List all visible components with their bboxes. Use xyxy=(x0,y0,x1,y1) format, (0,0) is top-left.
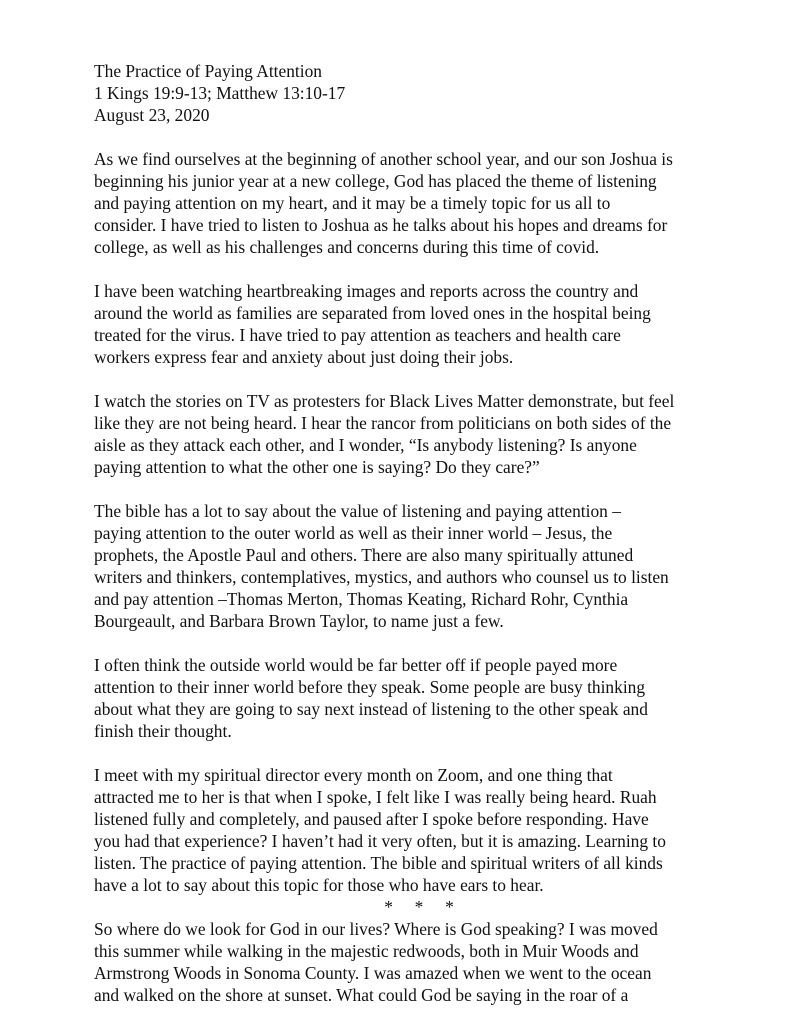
sermon-date: August 23, 2020 xyxy=(94,105,210,125)
text-line: and walked on the shore at sunset. What could God be saying in the roar of a xyxy=(94,985,629,1005)
text-line: you had that experience? I haven’t had it very often, but it is amazing. Learning to xyxy=(94,831,666,851)
text-line: I have been watching heartbreaking images and reports across the country and xyxy=(94,281,639,301)
text-line: Armstrong Woods in Sonoma County. I was amazed when we went to the ocean xyxy=(94,963,652,983)
sermon-body xyxy=(94,148,714,1006)
paragraph xyxy=(94,764,714,896)
paragraph xyxy=(94,500,714,632)
text-line: beginning his junior year at a new college, God has placed the theme of listening xyxy=(94,171,657,191)
paragraph xyxy=(94,918,714,1006)
text-line: college, as well as his challenges and concerns during this time of covid. xyxy=(94,237,600,257)
text-line: I watch the stories on TV as protesters for Black Lives Matter demonstrate, but feel xyxy=(94,391,675,411)
text-line: Bourgeault, and Barbara Brown Taylor, to name just a few. xyxy=(94,611,504,631)
text-line: around the world as families are separated from loved ones in the hospital being xyxy=(94,303,651,323)
sermon-header xyxy=(94,60,734,126)
section-separator: * * * xyxy=(384,897,454,917)
text-line: So where do we look for God in our lives? Where is God speaking? I was moved xyxy=(94,919,658,939)
paragraph xyxy=(94,148,714,258)
text-line: workers express fear and anxiety about just doing their jobs. xyxy=(94,347,514,367)
sermon-title: The Practice of Paying Attention xyxy=(94,61,322,81)
text-line: attention to their inner world before they speak. Some people are busy thinking xyxy=(94,677,646,697)
text-line: treated for the virus. I have tried to pay attention as teachers and health care xyxy=(94,325,621,345)
text-line: this summer while walking in the majestic redwoods, both in Muir Woods and xyxy=(94,941,639,961)
text-line: aisle as they attack each other, and I wonder, “Is anybody listening? Is anyone xyxy=(94,435,637,455)
text-line: I often think the outside world would be far better off if people payed more xyxy=(94,655,618,675)
paragraph xyxy=(94,390,714,478)
text-line: attracted me to her is that when I spoke, I felt like I was really being heard. Ruah xyxy=(94,787,657,807)
text-line: writers and thinkers, contemplatives, mystics, and authors who counsel us to listen xyxy=(94,567,669,587)
text-line: about what they are going to say next instead of listening to the other speak and xyxy=(94,699,648,719)
scripture-reference: 1 Kings 19:9-13; Matthew 13:10-17 xyxy=(94,83,346,103)
paragraph xyxy=(94,654,714,742)
text-line: and paying attention on my heart, and it may be a timely topic for us all to xyxy=(94,193,611,213)
text-line: The bible has a lot to say about the value of listening and paying attention – xyxy=(94,501,621,521)
text-line: consider. I have tried to listen to Joshua as he talks about his hopes and dreams for xyxy=(94,215,668,235)
text-line: like they are not being heard. I hear the rancor from politicians on both sides of the xyxy=(94,413,672,433)
text-line: paying attention to the outer world as well as their inner world – Jesus, the xyxy=(94,523,613,543)
text-line: and pay attention –Thomas Merton, Thomas Keating, Richard Rohr, Cynthia xyxy=(94,589,629,609)
text-line: As we find ourselves at the beginning of another school year, and our son Joshua is xyxy=(94,149,673,169)
text-line: I meet with my spiritual director every month on Zoom, and one thing that xyxy=(94,765,613,785)
text-line: prophets, the Apostle Paul and others. There are also many spiritually attuned xyxy=(94,545,634,565)
text-line: listened fully and completely, and paused after I spoke before responding. Have xyxy=(94,809,649,829)
text-line: paying attention to what the other one is saying? Do they care?” xyxy=(94,457,540,477)
text-line: finish their thought. xyxy=(94,721,232,741)
text-line: have a lot to say about this topic for those who have ears to hear. xyxy=(94,875,544,895)
text-line: listen. The practice of paying attention. The bible and spiritual writers of all kinds xyxy=(94,853,663,873)
paragraph xyxy=(94,280,714,368)
